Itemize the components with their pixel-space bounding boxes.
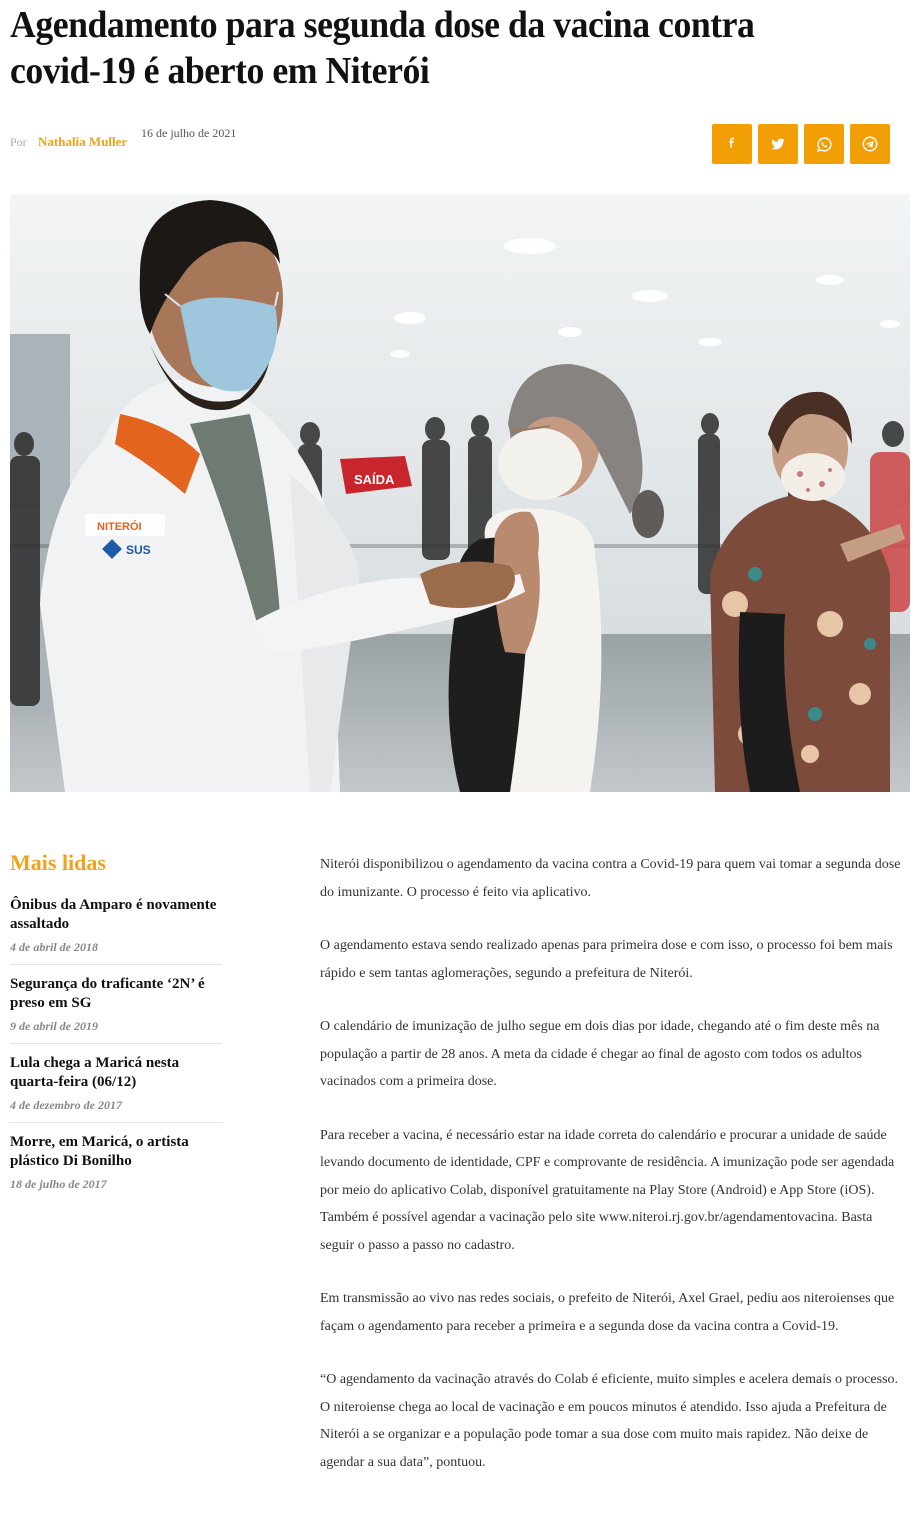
most-read-item-title[interactable]: Segurança do traficante ‘2N’ é preso em SG [10, 976, 205, 1011]
article-paragraph: O calendário de imunização de julho segue em dois dias por idade, chegando até o fim deste mês na população a partir de 28 anos. A meta da cidade é chegar ao final de agosto com todos os adultos vacinados com a primeira dose. [320, 1019, 880, 1089]
telegram-icon [861, 135, 879, 153]
exit-banner-text: SAÍDA [354, 472, 395, 487]
most-read-item-title[interactable]: Ônibus da Amparo é novamente assaltado [10, 897, 217, 932]
most-read-sidebar [10, 850, 222, 1211]
most-read-item-date: 4 de abril de 2018 [10, 940, 98, 954]
coat-logo-text: NITERÓI [97, 521, 142, 533]
most-read-item-date: 9 de abril de 2019 [10, 1019, 98, 1033]
most-read-item[interactable] [10, 896, 222, 965]
share-buttons [712, 124, 890, 164]
hero-image [10, 194, 910, 792]
most-read-item[interactable] [10, 1133, 222, 1201]
article-body [320, 851, 910, 1502]
most-read-item[interactable] [10, 1054, 222, 1123]
article-paragraph: “O agendamento da vacinação através do Colab é eficiente, muito simples e acelera demais o processo. O niteroiense chega ao local de vacinação e em poucos minutos é atendido. Isso ajuda a Prefeitura de Niterói a se organizar e a população pode tomar a sua dose com muito mais rapidez. Não deixe de agendar a sua data”, pontuou. [320, 1372, 899, 1470]
most-read-item[interactable] [10, 975, 222, 1044]
most-read-item-date: 18 de julho de 2017 [10, 1177, 107, 1191]
article-paragraph: O agendamento estava sendo realizado apenas para primeira dose e com isso, o processo foi bem mais rápido e sem tantas aglomerações, segundo a prefeitura de Niterói. [320, 938, 893, 981]
article-paragraph: Niterói disponibilizou o agendamento da vacina contra a Covid-19 para quem vai tomar a segunda dose do imunizante. O processo é feito via aplicativo. [320, 857, 901, 900]
most-read-heading: Mais lidas [10, 850, 106, 875]
by-prefix: Por [10, 135, 27, 149]
facebook-icon [725, 137, 739, 151]
share-whatsapp-button[interactable] [804, 124, 844, 164]
share-facebook-button[interactable] [712, 124, 752, 164]
author-link[interactable]: Nathalia Muller [38, 134, 128, 149]
sus-logo-text: SUS [126, 543, 151, 557]
article-paragraph: Para receber a vacina, é necessário estar na idade correta do calendário e procurar a unidade de saúde levando documento de identidade, CPF e comprovante de residência. A imunização pode ser agendada por meio do aplicativo Colab, disponível gratuitamente na Play Store (Android) e App Store (iOS). Também é possível agendar a vacinação pelo site www.niteroi.rj.gov.br/agendamentovacina. Basta seguir o passo a passo no cadastro. [320, 1127, 895, 1253]
most-read-item-title[interactable]: Morre, em Maricá, o artista plástico Di Bonilho [10, 1134, 189, 1169]
share-twitter-button[interactable] [758, 124, 798, 164]
publish-date: 16 de julho de 2021 [141, 126, 237, 140]
article-paragraph: Em transmissão ao vivo nas redes sociais, o prefeito de Niterói, Axel Grael, pediu aos niteroienses que façam o agendamento para receber a primeira e a segunda dose da vacina contra a Covid-19. [320, 1291, 895, 1334]
twitter-icon [770, 136, 786, 152]
article-title: Agendamento para segunda dose da vacina contra covid-19 é aberto em Niterói [10, 4, 755, 92]
most-read-item-date: 4 de dezembro de 2017 [10, 1098, 122, 1112]
most-read-item-title[interactable]: Lula chega a Maricá nesta quarta-feira (06/12) [10, 1055, 180, 1090]
whatsapp-icon [816, 136, 833, 153]
vaccination-photo [10, 194, 910, 792]
share-telegram-button[interactable] [850, 124, 890, 164]
